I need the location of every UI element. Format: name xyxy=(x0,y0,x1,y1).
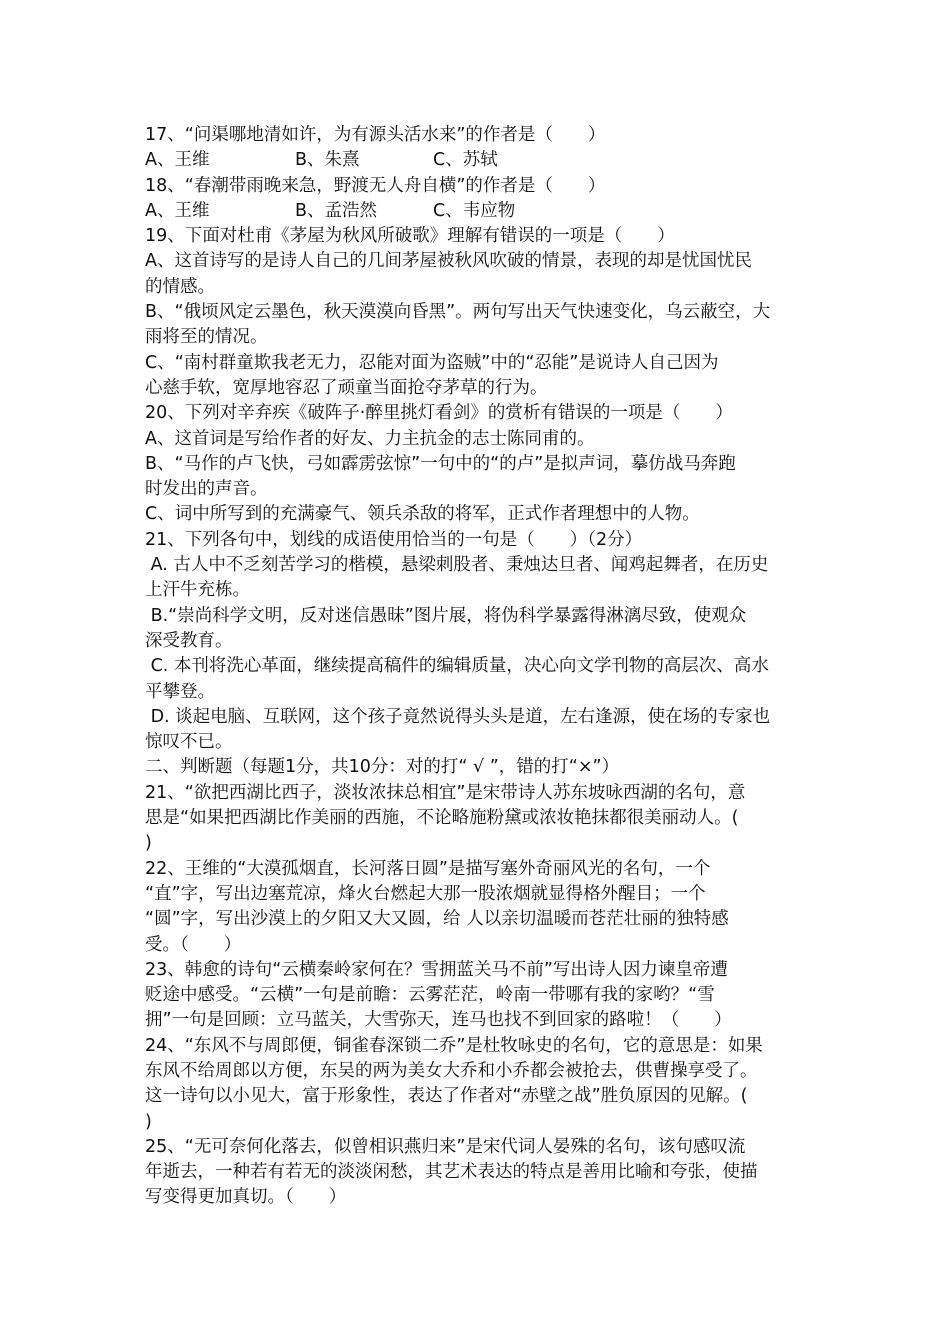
text-line: 惊叹不已。 xyxy=(145,732,233,753)
text-line: 二、判断题（每题1分，共10分：对的打“ √ ”，错的打“×”） xyxy=(145,757,620,778)
question-18: 18、“春潮带雨晚来急，野渡无人舟自横”的作者是（ ） xyxy=(145,175,606,196)
option-b: B、朱熹 xyxy=(295,150,360,171)
text-line: 23、韩愈的诗句“云横秦岭家何在？雪拥蓝关马不前”写出诗人因力谏皇帝遭 xyxy=(145,959,728,980)
text-line: 拥”一句是回顾：立马蓝关，大雪弥天，连马也找不到回家的路啦！（ ） xyxy=(145,1010,732,1031)
option-a: A、王维 xyxy=(145,150,210,171)
text-line: C、词中所写到的充满豪气、领兵杀敌的将军，正式作者理想中的人物。 xyxy=(145,504,700,525)
text-line: 时发出的声音。 xyxy=(145,479,268,500)
exam-body xyxy=(145,224,810,1211)
text-line: C、“南村群童欺我老无力，忍能对面为盗贼”中的“忍能”是说诗人自己因为 xyxy=(145,352,719,373)
text-line: 心慈手软，宽厚地容忍了顽童当面抢夺茅草的行为。 xyxy=(145,377,548,398)
text-line: B、“马作的卢飞快，弓如霹雳弦惊”一句中的“的卢”是拟声词，摹仿战马奔跑 xyxy=(145,453,736,474)
text-line: A、这首诗写的是诗人自己的几间茅屋被秋风吹破的情景，表现的却是忧国忧民 xyxy=(145,251,752,272)
text-line: A、这首词是写给作者的好友、力主抗金的志士陈同甫的。 xyxy=(145,428,595,449)
text-line: 写变得更加真切。（ ） xyxy=(145,1187,347,1208)
text-line: 受。（ ） xyxy=(145,934,242,955)
text-line: “圆”字，写出沙漠上的夕阳又大又圆，给 人以亲切温暖而苍茫壮丽的独特感 xyxy=(145,909,729,930)
exam-page xyxy=(145,123,810,1211)
text-line: 20、下列对辛弃疾《破阵子·醉里挑灯看剑》的赏析有错误的一项是（ ） xyxy=(145,403,733,424)
text-line: 年逝去，一种若有若无的淡淡闲愁，其艺术表达的特点是善用比喻和夸张，使描 xyxy=(145,1162,758,1183)
text-line: B、“俄顷风定云墨色，秋天漠漠向昏黑”。两句写出天气快速变化，乌云蔽空，大 xyxy=(145,302,771,323)
option-b: B、孟浩然 xyxy=(295,200,378,221)
text-line: 这一诗句以小见大，富于形象性，表达了作者对“赤壁之战”胜负原因的见解。( xyxy=(145,1086,748,1107)
text-line: B.“崇尚科学文明，反对迷信愚昧”图片展，将伪科学暴露得淋漓尽致，使观众 xyxy=(145,605,747,626)
text-line: A. 古人中不乏刻苦学习的楷模，悬梁刺股者、秉烛达旦者、闻鸡起舞者，在历史 xyxy=(145,555,769,576)
text-line: “直”字，写出边塞荒凉，烽火台燃起大那一股浓烟就显得格外醒目；一个 xyxy=(145,883,706,904)
text-line: 东风不给周郎以方便，东吴的两为美女大乔和小乔都会被抢去，供曹操享受了。 xyxy=(145,1060,758,1081)
text-line: 雨将至的情况。 xyxy=(145,327,268,348)
question-17-options xyxy=(145,148,810,173)
text-line: 22、王维的“大漠孤烟直，长河落日圆”是描写塞外奇丽风光的名句，一个 xyxy=(145,858,711,879)
text-line: 21、下列各句中，划线的成语使用恰当的一句是（ ）（2分） xyxy=(145,529,643,550)
text-line: ) xyxy=(145,833,152,854)
text-line: ) xyxy=(145,1111,152,1132)
text-line: 21、“欲把西湖比西子，淡妆浓抹总相宜”是宋带诗人苏东坡咏西湖的名句，意 xyxy=(145,782,746,803)
text-line: 的情感。 xyxy=(145,276,215,297)
text-line: 上汗牛充栋。 xyxy=(145,580,250,601)
text-line: 19、下面对杜甫《茅屋为秋风所破歌》理解有错误的一项是（ ） xyxy=(145,226,675,247)
option-c: C、韦应物 xyxy=(433,200,516,221)
text-line: 24、“东风不与周郎便，铜雀春深锁二乔”是杜牧咏史的名句，它的意思是：如果 xyxy=(145,1035,763,1056)
text-line: 25、“无可奈何化落去，似曾相识燕归来”是宋代词人晏殊的名句，该句感叹流 xyxy=(145,1136,746,1157)
text-line: D. 谈起电脑、互联网，这个孩子竟然说得头头是道，左右逢源，使在场的专家也 xyxy=(145,706,771,727)
text-line: C. 本刊将洗心革面，继续提高稿件的编辑质量，决心向文学刊物的高层次、高水 xyxy=(145,656,769,677)
text-line: 平攀登。 xyxy=(145,681,215,702)
question-17: 17、“问渠哪地清如许，为有源头活水来”的作者是（ ） xyxy=(145,125,606,145)
question-18-options xyxy=(145,199,810,224)
text-line: 深受教育。 xyxy=(145,630,233,651)
option-a: A、王维 xyxy=(145,200,210,221)
text-line: 思是“如果把西湖比作美丽的西施，不论略施粉黛或浓妆艳抹都很美丽动人。( xyxy=(145,808,739,829)
text-line: 贬途中感受。“云横”一句是前瞻：云雾茫茫，岭南一带哪有我的家哟？“雪 xyxy=(145,985,715,1006)
option-c: C、苏轼 xyxy=(433,150,498,171)
